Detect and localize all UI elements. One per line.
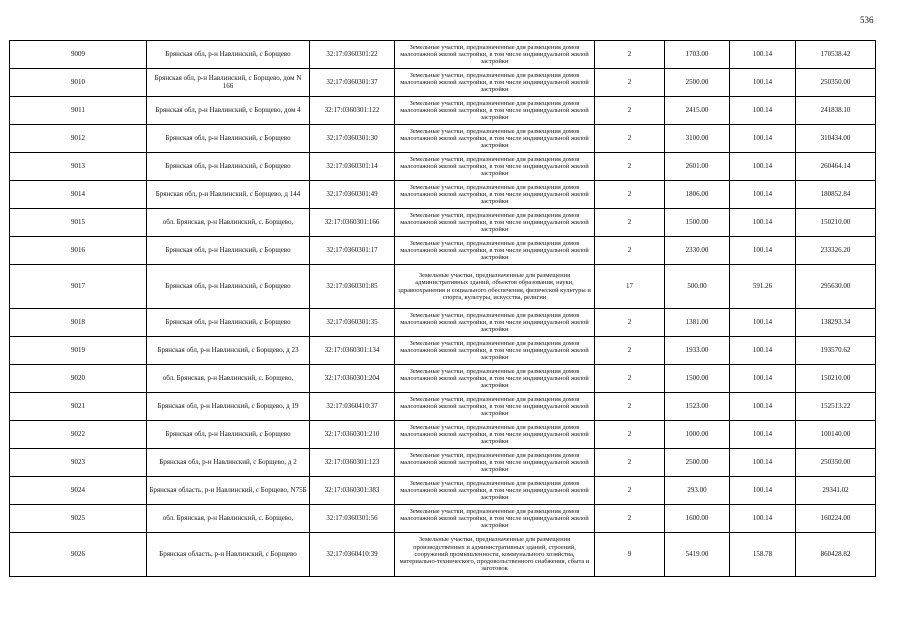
use-code-cell: 2 <box>595 153 665 181</box>
area-cell: 1600.00 <box>665 505 730 533</box>
area-cell: 2601.00 <box>665 153 730 181</box>
table-row <box>10 181 876 209</box>
area-cell: 1523.00 <box>665 393 730 421</box>
cadastral-value-cell: 150210.00 <box>796 209 876 237</box>
cadastral-value-cell: 241838.10 <box>796 97 876 125</box>
cadastral-value-cell: 310434.00 <box>796 125 876 153</box>
cadastral-number-cell: 32:17:0360301:22 <box>310 41 395 69</box>
address-cell: Брянская обл, р-н Навлинский, с Борщево, д 23 <box>147 337 310 365</box>
row-number: 9025 <box>10 505 147 533</box>
row-number: 9026 <box>10 533 147 577</box>
use-code-cell: 2 <box>595 477 665 505</box>
address-cell: обл. Брянская, р-н Навлинский, с. Борщево, <box>147 505 310 533</box>
table-row <box>10 393 876 421</box>
specific-value-cell: 100.14 <box>730 449 796 477</box>
cadastral-number-cell: 32:17:0360301:134 <box>310 337 395 365</box>
table-row <box>10 265 876 309</box>
land-use-cell: Земельные участки, предназначенные для размещения домов малоэтажной жилой застройки, в том числе индивидуальной жилой застройки <box>395 125 595 153</box>
cadastral-number-cell: 32:17:0360301:35 <box>310 309 395 337</box>
row-number: 9010 <box>10 69 147 97</box>
land-use-cell: Земельные участки, предназначенные для размещения домов малоэтажной жилой застройки, в том числе индивидуальной жилой застройки <box>395 153 595 181</box>
land-use-cell: Земельные участки, предназначенные для размещения производственных и административных зданий, строений, сооружений промышленности, коммунального хозяйства, материально-технического, продовольственного снабжения, сбыта и заготовок <box>395 533 595 577</box>
specific-value-cell: 100.14 <box>730 209 796 237</box>
specific-value-cell: 100.14 <box>730 477 796 505</box>
cadastral-value-cell: 250350.00 <box>796 69 876 97</box>
specific-value-cell: 158.78 <box>730 533 796 577</box>
area-cell: 1933.00 <box>665 337 730 365</box>
specific-value-cell: 100.14 <box>730 69 796 97</box>
land-use-cell: Земельные участки, предназначенные для размещения домов малоэтажной жилой застройки, в том числе индивидуальной жилой застройки <box>395 477 595 505</box>
land-use-cell: Земельные участки, предназначенные для размещения домов малоэтажной жилой застройки, в том числе индивидуальной жилой застройки <box>395 309 595 337</box>
land-use-cell: Земельные участки, предназначенные для размещения административных зданий, объектов образования, науки, здравоохранения и социального обеспечения, физической культуры и спорта, культуры, искусства, религии <box>395 265 595 309</box>
cadastral-value-cell: 100140.00 <box>796 421 876 449</box>
land-use-cell: Земельные участки, предназначенные для размещения домов малоэтажной жилой застройки, в том числе индивидуальной жилой застройки <box>395 505 595 533</box>
address-cell: Брянская обл, р-н Навлинский, с Борщево, д 19 <box>147 393 310 421</box>
cadastral-value-cell: 150210.00 <box>796 365 876 393</box>
specific-value-cell: 100.14 <box>730 181 796 209</box>
use-code-cell: 2 <box>595 237 665 265</box>
cadastral-number-cell: 32:17:0360301:210 <box>310 421 395 449</box>
cadastral-number-cell: 32:17:0360301:123 <box>310 449 395 477</box>
row-number: 9015 <box>10 209 147 237</box>
use-code-cell: 2 <box>595 69 665 97</box>
cadastral-value-cell: 193570.62 <box>796 337 876 365</box>
cadastral-value-cell: 250350.00 <box>796 449 876 477</box>
table-row <box>10 533 876 577</box>
area-cell: 500.00 <box>665 265 730 309</box>
cadastral-number-cell: 32:17:0360410:37 <box>310 393 395 421</box>
specific-value-cell: 100.14 <box>730 393 796 421</box>
cadastral-number-cell: 32:17:0360301:14 <box>310 153 395 181</box>
address-cell: Брянская обл, р-н Навлинский, с Борщево <box>147 41 310 69</box>
use-code-cell: 2 <box>595 337 665 365</box>
row-number: 9013 <box>10 153 147 181</box>
cadastral-value-cell: 138293.34 <box>796 309 876 337</box>
address-cell: Брянская обл, р-н Навлинский, с Борщево <box>147 153 310 181</box>
address-cell: Брянская область, р-н Навлинский, с Борщево <box>147 533 310 577</box>
use-code-cell: 17 <box>595 265 665 309</box>
use-code-cell: 2 <box>595 97 665 125</box>
address-cell: Брянская обл, р-н Навлинский, с Борщево <box>147 265 310 309</box>
address-cell: Брянская обл, р-н Навлинский, с Борщево, д 2 <box>147 449 310 477</box>
address-cell: Брянская область, р-н Навлинский, с Борщево, N75Б <box>147 477 310 505</box>
table-row <box>10 337 876 365</box>
page-number: 536 <box>860 15 874 25</box>
use-code-cell: 2 <box>595 421 665 449</box>
row-number: 9020 <box>10 365 147 393</box>
row-number: 9012 <box>10 125 147 153</box>
specific-value-cell: 100.14 <box>730 237 796 265</box>
specific-value-cell: 100.14 <box>730 337 796 365</box>
cadastral-value-cell: 152513.22 <box>796 393 876 421</box>
area-cell: 1500.00 <box>665 209 730 237</box>
cadastral-value-cell: 260464.14 <box>796 153 876 181</box>
row-number: 9018 <box>10 309 147 337</box>
row-number: 9022 <box>10 421 147 449</box>
address-cell: Брянская обл, р-н Навлинский, с Борщево <box>147 309 310 337</box>
land-use-cell: Земельные участки, предназначенные для размещения домов малоэтажной жилой застройки, в том числе индивидуальной жилой застройки <box>395 365 595 393</box>
area-cell: 1703.00 <box>665 41 730 69</box>
table-row <box>10 365 876 393</box>
land-use-cell: Земельные участки, предназначенные для размещения домов малоэтажной жилой застройки, в том числе индивидуальной жилой застройки <box>395 421 595 449</box>
cadastral-number-cell: 32:17:0360301:30 <box>310 125 395 153</box>
row-number: 9009 <box>10 41 147 69</box>
cadastral-value-cell: 29341.02 <box>796 477 876 505</box>
land-use-cell: Земельные участки, предназначенные для размещения домов малоэтажной жилой застройки, в том числе индивидуальной жилой застройки <box>395 237 595 265</box>
row-number: 9019 <box>10 337 147 365</box>
use-code-cell: 2 <box>595 125 665 153</box>
row-number: 9023 <box>10 449 147 477</box>
use-code-cell: 2 <box>595 505 665 533</box>
row-number: 9014 <box>10 181 147 209</box>
specific-value-cell: 100.14 <box>730 125 796 153</box>
table-row <box>10 41 876 69</box>
land-use-cell: Земельные участки, предназначенные для размещения домов малоэтажной жилой застройки, в том числе индивидуальной жилой застройки <box>395 41 595 69</box>
use-code-cell: 2 <box>595 181 665 209</box>
cadastral-value-cell: 295630.00 <box>796 265 876 309</box>
use-code-cell: 9 <box>595 533 665 577</box>
cadastral-number-cell: 32:17:0360301:204 <box>310 365 395 393</box>
row-number: 9016 <box>10 237 147 265</box>
use-code-cell: 2 <box>595 449 665 477</box>
table-row <box>10 449 876 477</box>
land-use-cell: Земельные участки, предназначенные для размещения домов малоэтажной жилой застройки, в том числе индивидуальной жилой застройки <box>395 209 595 237</box>
table-row <box>10 505 876 533</box>
specific-value-cell: 100.14 <box>730 365 796 393</box>
table-row <box>10 237 876 265</box>
land-use-cell: Земельные участки, предназначенные для размещения домов малоэтажной жилой застройки, в том числе индивидуальной жилой застройки <box>395 97 595 125</box>
area-cell: 2500.00 <box>665 449 730 477</box>
land-use-cell: Земельные участки, предназначенные для размещения домов малоэтажной жилой застройки, в том числе индивидуальной жилой застройки <box>395 69 595 97</box>
land-use-cell: Земельные участки, предназначенные для размещения домов малоэтажной жилой застройки, в том числе индивидуальной жилой застройки <box>395 337 595 365</box>
specific-value-cell: 100.14 <box>730 41 796 69</box>
address-cell: Брянская обл, р-н Навлинский, с Борщево, дом 4 <box>147 97 310 125</box>
specific-value-cell: 100.14 <box>730 153 796 181</box>
area-cell: 2500.00 <box>665 69 730 97</box>
use-code-cell: 2 <box>595 393 665 421</box>
area-cell: 2415.00 <box>665 97 730 125</box>
cadastral-value-cell: 180852.84 <box>796 181 876 209</box>
cadastral-number-cell: 32:17:0360301:56 <box>310 505 395 533</box>
area-cell: 1381.00 <box>665 309 730 337</box>
specific-value-cell: 100.14 <box>730 505 796 533</box>
cadastral-number-cell: 32:17:0360301:166 <box>310 209 395 237</box>
cadastral-number-cell: 32:17:0360301:37 <box>310 69 395 97</box>
address-cell: Брянская обл, р-н Навлинский, с Борщево, дом N 166 <box>147 69 310 97</box>
table-row <box>10 69 876 97</box>
table-row <box>10 309 876 337</box>
cadastral-number-cell: 32:17:0360301:85 <box>310 265 395 309</box>
specific-value-cell: 100.14 <box>730 309 796 337</box>
table-row <box>10 477 876 505</box>
area-cell: 1500.00 <box>665 365 730 393</box>
cadastral-number-cell: 32:17:0360301:17 <box>310 237 395 265</box>
cadastral-number-cell: 32:17:0360301:122 <box>310 97 395 125</box>
row-number: 9021 <box>10 393 147 421</box>
use-code-cell: 2 <box>595 309 665 337</box>
cadastral-value-table <box>9 40 876 577</box>
address-cell: Брянская обл, р-н Навлинский, с Борщево <box>147 421 310 449</box>
table-row <box>10 209 876 237</box>
row-number: 9024 <box>10 477 147 505</box>
address-cell: Брянская обл, р-н Навлинский, с Борщево, д 144 <box>147 181 310 209</box>
cadastral-number-cell: 32:17:0360301:383 <box>310 477 395 505</box>
cadastral-value-cell: 860428.82 <box>796 533 876 577</box>
area-cell: 5419.00 <box>665 533 730 577</box>
cadastral-value-cell: 233326.20 <box>796 237 876 265</box>
area-cell: 3100.00 <box>665 125 730 153</box>
specific-value-cell: 100.14 <box>730 97 796 125</box>
area-cell: 2330.00 <box>665 237 730 265</box>
land-use-cell: Земельные участки, предназначенные для размещения домов малоэтажной жилой застройки, в том числе индивидуальной жилой застройки <box>395 449 595 477</box>
cadastral-value-cell: 160224.00 <box>796 505 876 533</box>
land-use-cell: Земельные участки, предназначенные для размещения домов малоэтажной жилой застройки, в том числе индивидуальной жилой застройки <box>395 393 595 421</box>
area-cell: 1000.00 <box>665 421 730 449</box>
cadastral-number-cell: 32:17:0360410:39 <box>310 533 395 577</box>
use-code-cell: 2 <box>595 209 665 237</box>
address-cell: обл. Брянская, р-н Навлинский, с. Борщево, <box>147 209 310 237</box>
area-cell: 293.00 <box>665 477 730 505</box>
address-cell: обл. Брянская, р-н Навлинский, с. Борщево, <box>147 365 310 393</box>
specific-value-cell: 100.14 <box>730 421 796 449</box>
land-use-cell: Земельные участки, предназначенные для размещения домов малоэтажной жилой застройки, в том числе индивидуальной жилой застройки <box>395 181 595 209</box>
area-cell: 1806.00 <box>665 181 730 209</box>
table-row <box>10 125 876 153</box>
cadastral-number-cell: 32:17:0360301:49 <box>310 181 395 209</box>
table-row <box>10 421 876 449</box>
use-code-cell: 2 <box>595 365 665 393</box>
row-number: 9011 <box>10 97 147 125</box>
table-row <box>10 153 876 181</box>
specific-value-cell: 591.26 <box>730 265 796 309</box>
row-number: 9017 <box>10 265 147 309</box>
cadastral-value-cell: 170538.42 <box>796 41 876 69</box>
use-code-cell: 2 <box>595 41 665 69</box>
table-row <box>10 97 876 125</box>
address-cell: Брянская обл, р-н Навлинский, с Борщево <box>147 125 310 153</box>
address-cell: Брянская обл, р-н Навлинский, с Борщево <box>147 237 310 265</box>
